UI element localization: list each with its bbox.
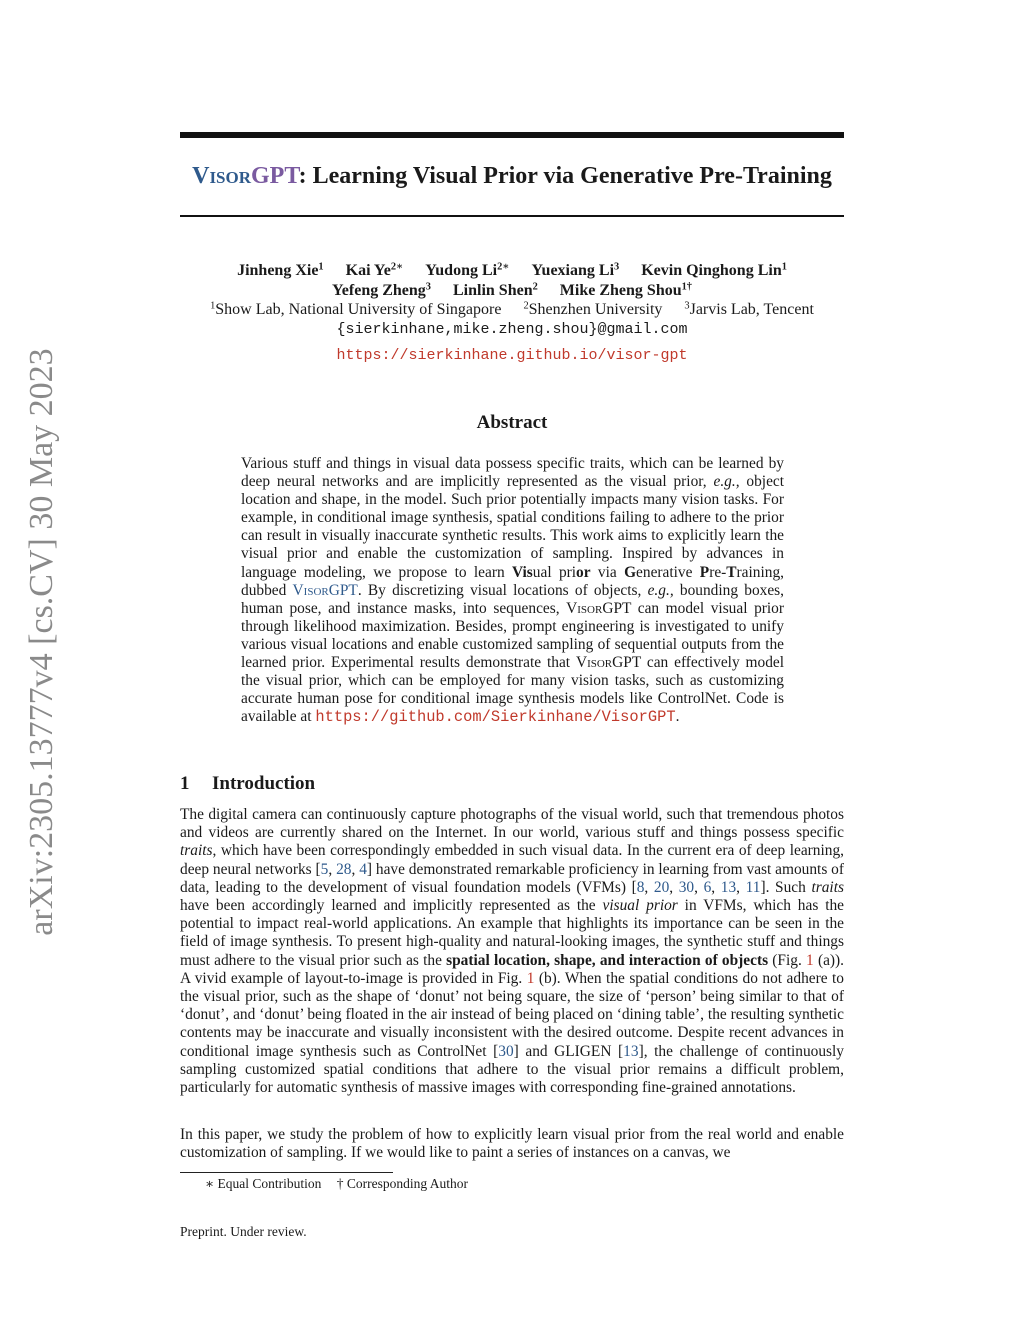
- visorgpt-name: VisorGPT: [292, 581, 358, 599]
- preprint-notice: Preprint. Under review.: [180, 1224, 307, 1239]
- citation-link[interactable]: 30: [678, 878, 695, 896]
- author-name: Yudong $Li^{2∗}$: [425, 261, 510, 279]
- citation-link[interactable]: 28: [336, 860, 352, 878]
- affiliation: $^1$Show Lab, National University of Singapore: [210, 300, 502, 318]
- paper-title: [160, 163, 864, 190]
- affiliation: $^2$Shenzhen University: [523, 300, 663, 318]
- author-name: Yefeng Zheng$^3$: [332, 281, 431, 299]
- author-name: Yuexiang Li$^3$: [531, 261, 620, 279]
- footnotes: [205, 1176, 480, 1192]
- title-visor: Visor: [192, 163, 252, 189]
- figure-link[interactable]: 1: [806, 951, 814, 969]
- title-gpt: GPT: [251, 163, 299, 189]
- affiliation: $^3$Jarvis Lab, Tencent: [684, 300, 814, 318]
- author-emails: {sierkinhane,mike.zheng.shou}@gmail.com: [336, 321, 688, 338]
- author-row-1: [160, 262, 864, 280]
- citation-link[interactable]: 11: [745, 878, 761, 896]
- citation-link[interactable]: 13: [623, 1042, 639, 1060]
- author-row-2: [160, 282, 864, 300]
- figure-link[interactable]: 1: [526, 969, 535, 987]
- author-name: Linlin Shen$^2$: [452, 281, 538, 299]
- title-rest: : Learning Visual Prior via Generative Pre-Training: [298, 163, 832, 189]
- title-top-rule: [180, 132, 844, 138]
- citation-link[interactable]: 8: [636, 878, 645, 896]
- footnote-rule: [180, 1172, 393, 1173]
- title-bottom-rule: [180, 215, 844, 217]
- arxiv-sidebar: [0, 0, 80, 1325]
- arxiv-identifier: arXiv:2305.13777v4 [cs.CV] 30 May 2023: [23, 348, 60, 936]
- code-link[interactable]: https://github.com/Sierkinhane/VisorGPT: [315, 708, 676, 727]
- abstract-body: Various stuff and things in visual data possess specific traits, which can be learned by deep neural networks and are implicitly represented as the visual prior, e.g., object location and shape, in the model. Such prior potentially impacts many vision tasks. For example, in conditional image synthesis, spatial conditions failing to adhere to the prior can result in visually inaccurate synthetic results. This work aims to explicitly learn the visual prior and enable the customization of sampling. Inspired by advances in language modeling, we propose to learn Visual prior via Generative Pre-Training, dubbed VisorGPT. By discretizing visual locations of objects, e.g., bounding boxes, human pose, and instance masks, into sequences, VisorGPT can model visual prior through likelihood maximization. Besides, prompt engineering is investigated to unify various visual locations and enable customized sampling of sequential outputs from the learned prior. Experimental results demonstrate that VisorGPT can effectively model the visual prior, which can be employed for many vision tasks, such as customizing accurate human pose for conditional image synthesis models like ControlNet. Code is available at https://github.com/Sierkinhane/VisorGPT.: [241, 455, 785, 727]
- footnote-equal-contribution: ∗ Equal Contribution: [205, 1176, 322, 1191]
- author-name: Mike Zheng Shou$^{1\dagger}$: [559, 281, 692, 299]
- citation-link[interactable]: 13: [720, 878, 737, 896]
- project-page-link[interactable]: https://sierkinhane.github.io/visor-gpt: [336, 347, 688, 364]
- intro-paragraph-2: In this paper, we study the problem of how to explicitly learn visual prior from the real world and enable customization of sampling. If we would like to paint a series of instances on a canvas, we: [180, 1126, 844, 1162]
- affiliations: [160, 301, 864, 319]
- abstract-heading: Abstract: [476, 412, 548, 433]
- citation-link[interactable]: 4: [359, 860, 367, 878]
- intro-paragraph-1: The digital camera can continuously capture photographs of the visual world, such that tremendous photos and videos are currently shared on the Internet. In our world, various stuff and things possess specific traits, which have been correspondingly embedded in such visual data. In the current era of deep learning, deep neural networks [5, 28, 4] have demonstrated remarkable proficiency in learning from vast amounts of data, leading to the development of visual foundation models (VFMs) [8, 20, 30, 6, 13, 11]. Such traits have been accordingly learned and implicitly represented as the visual prior in VFMs, which has the potential to impact real-world applications. An example that highlights its importance can be seen in the field of image synthesis. To present high-quality and natural-looking images, the synthetic stuff and things must adhere to the visual prior such as the spatial location, shape, and interaction of objects (Fig. 1 (a)). A vivid example of layout-to-image is provided in Fig. 1 (b). When the spatial conditions do not adhere to the visual prior, such as the shape of ‘donut’ not being square, the size of ‘person’ being similar to that of ‘donut’, and ‘donut’ being floated in the air instead of being placed on ‘dining table’, the resulting synthetic contents may be inaccurate and visually inconsistent with the desired outcome. Despite recent advances in conditional image synthesis such as ControlNet [30] and GLIGEN [13], the challenge of continuously sampling customized spatial conditions that adhere to the visual prior remains a difficult problem, particularly for automatic synthesis of massive images with corresponding fine-grained annotations.: [180, 806, 845, 1097]
- citation-link[interactable]: 5: [320, 860, 329, 878]
- citation-link[interactable]: 30: [498, 1042, 514, 1060]
- author-name: Kevin Qinghong Lin$^1$: [641, 261, 787, 279]
- citation-link[interactable]: 20: [653, 878, 670, 896]
- author-name: Jinheng Xie$^1$: [237, 261, 324, 279]
- citation-link[interactable]: 6: [703, 878, 712, 896]
- footnote-corresponding-author: † Corresponding Author: [336, 1176, 469, 1191]
- section-heading: 1 Introduction: [180, 773, 316, 794]
- author-name: Kai $Ye^{2∗}$: [345, 261, 404, 279]
